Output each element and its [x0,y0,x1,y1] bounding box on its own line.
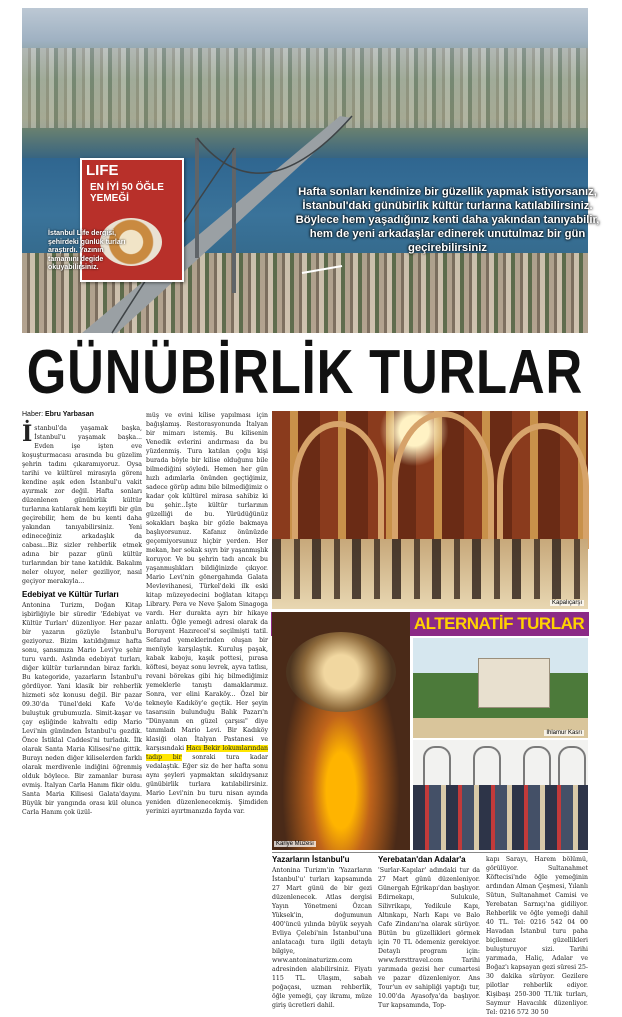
byline [22,411,94,418]
body-text: müş ve evini kilise yapılması için bağışlamış. Restorasyonunda İtalyan bir mimarı istemiş. Bu kilisenin Venedik evlerini andırması da bu yüzdenmiş. Tura katılan çoğu kişi burada böyle bir kilise olduğunu bile bilmediğini söyledi. Hemen her gün hızlı adımlarla önünden geçtiğimiz, sadece görüp adını bile bilmediğimiz o kadar çok kültürel mirasa sahibiz ki bu şehir...İşte kültür turlarının güzelliği de bu. Yürüdüğünüz sokakları başka bir gözle bakmaya başlıyorsunuz. Kafanız önünüzde geçemiyorsunuz hiçbir yerden. Her mekan, her sokak sıyrı bir yaşanmışlık koruyor. Ve bu şehrin tadı ancak bu yaşanmışlıkları bildiğinizde çıkıyor. Mario Levi'nin gönergahında Galata Mevlevihanesi, Türkel'deki ilk eski kitap müzeyedecini boğlatan kitapçı Library. Pera ve Neve Şalom Sinagoga vardı. Her durakta ayrı bir hikaye anlattı. Öğle yemeği adresi olarak da Boruyent Hazırecel'si seçilmişti tatil. Sefarad yemeklerinden oluşan bir menüyle karşılaştık. Kuruluş paşak, kabak kaboju, kaşık pottesi, pırasa köftesi, beyaz sonu levrek, ayva tatlısı, revani börekas gibi hiç bilmediğimiz yemeklerle tanıştı damaklarımız. Sonra, ver elini Karaköy... Özel bir tekneyle Kadıköy'e geçtik. Her şeyin tasarısıin bulunduğu Balık Pazarı'n "Dünyanın en güzel çarşısı" diye tanımladı Mario Levi. Bir Kadıköy klasiği olan İtalyan Pastanesi ve karşısındaki [146,412,268,752]
tour-group-photo [413,740,588,850]
hero-quote: Hafta sonları kendinize bir güzellik yapmak istiyorsanız, İstanbul'daki günübirlik kültür turlarına katılabilirsiniz. Böylece hem yaşadığınız kenti daha yakından tanıyabilir, hem de yeni arkadaşlar edinerek unutulmaz bir gün geçirebilirsiniz [295,186,600,254]
body-text: Antonina Turizm'in 'Yazarların İstanbul'u' turları kapsamında 27 Mart günü de bir gezi düzenlenecek. Atlas dergisi Yayın Yönetmeni Özcan Yüksek'in, doğumunun 400'üncü yılında büyük seyyah Evliya Çelebi'nin İstanbul'una anlatacağı tura ilgili detaylı bilgiye, www.antoninaturizm.com adresinden alabilirsiniz. Fiyatı 115 TL. Ulaşım, sabah poğaçası, uzman rehberlik, öğle yemeği, çay ikramı, müze giriş ücretleri dahil. [272,867,372,1009]
bottom-column-1 [272,855,372,1009]
divider [272,852,588,853]
article-column-1 [22,421,142,996]
intro-text: stanbul'da yaşamak başka, İstanbul'u yaşamak başka... Evden işe işten eve koşuşturmacası arasında bu güzelim şehrin tadını çıkaramıyoruz. Oysa tarihi ve kültürel mirasıyla görenı kendine aşık eden İstanbul'u vakit ayırmak zor değil. Hafta sonları düzenlenen günübirlik kültür turlarına katılarak hem keyifli bir gün geçirebilir, hem de bu kenti daha yakından tanıyabilirsiniz. Yeni edineceğiniz arkadaşlık da cabası...Biz sizler rehberlik etmek adına bir pazar günü kültür turlarından bir tane katıldık. Bakalım neler oluyor, neler geziliyor, nasıl geçiyor merakıyla... [22,425,142,585]
headline: GÜNÜBİRLİK TURLAR [26,338,583,407]
kariye-museum-photo [272,612,410,850]
magazine-headline: EN İYİ 50 ÖĞLE YEMEĞİ [90,182,164,204]
ihlamur-pavilion-photo [413,638,588,738]
section-heading: Yerebatan'dan Adalar'a [378,855,466,864]
section-heading: Edebiyat ve Kültür Turları [22,590,119,599]
photo-caption: Kapalıçarşı [551,600,582,606]
byline-label: Haber: [22,411,44,418]
article-column-2 [146,411,268,996]
body-text: 'Surlar-Kapılar' adındaki tur da 27 Mart günü düzenleniyor. Günergah Eğrikapı'dan başlıyor. Edirnekapı, Sulukule, Silivrikapı, Yedikule Kapı, Altınkapı, Narlı Kapı ve Balo Cafe Zindanı'na olarak sürüyor. Bütün bu güzellikleri görmek için 70 TL ödemeniz gerekiyor. Detaylı program için: www.fersttravel.com Tarihi yarımada gezisi her cumartesi ve pazar düzenleniyor. Ans Tour'un ev sahipliği yaptığı tur, 10.00'da Ayasofya'da başlıyor. Tur kapsamında, Top- [378,867,480,1009]
highlighted-text: Hacı Bekir lokumlarından tadıp bir [146,745,268,761]
section-title: ALTERNATİF TURLAR [413,614,585,633]
photo-caption: Ihlamur Kasrı [546,730,582,736]
magazine-caption: İstanbul Life dergisi, şehirdeki günlük turları araştırdı. Yazının tamamını degide okuyabilirsiniz. [48,230,126,271]
body-text: sonraki tura kadar vedalaştık. Eğer siz de her hafta sonu aynı şeyleri yapmaktan sıkıldıysanız günübirlik turlara katılabilirsiniz. Mario Levi'nin bu turu nisan ayında yeniden düzenlenecekmiş. Şimdiden yerinizi ayırtmanızda fayda var. [146,754,268,815]
section-heading: Yazarların İstanbul'u [272,855,350,864]
photo-caption: Kariye Müzesi [276,841,314,847]
bottom-column-3 [486,855,588,1016]
grand-bazaar-photo [272,411,588,609]
byline-author: Ebru Yarbasan [44,411,94,418]
bottom-column-2 [378,855,480,1009]
bosphorus-bridge-photo [22,8,600,333]
body-text: Antonina Turizm, Doğan Kitap işbirliğiyle bir süredir 'Edebiyat ve Kültür Turları' düzenliyor. Her pazar bir yazarın gözüyle İstanbul'u geziyoruz. Bizim katıldığımız hafta sonu, şansımıza Mario Levi'ye şehir turu vardı. Aslında edebiyat turları, diğer kültür turlarından biraz farklı. Bu kategoride, yazarların İstanbul'u gördüyor. Yani klasik bir rehberlik hizmeti söz konusu değil. Bir pazar 09.30'da Tünel'deki Kafe Vo'de buluştuk grubumuzla. Simit-kaşar ve çay eşliğinde kahvaltı edip Mario Levi'nin gününden İstanbul'u gezdik. Önce İstiklal Caddesi'ni turladık. İlk olarak Santa Maria Kilisesi'ne gittik. Burayı neden diğer kiliselerden farklı olarak merdivenle indiğini öğrenmiş olduk böylece. Bir zamanlar burası evmiş. İtalyan Carla Hanım fikir oldu. Santa Maria Kilisesi Galata'dayını. Büyük bir yangında orası kül olunca Carla Hanım çok üzül- [22,602,142,816]
body-text: kapı Sarayı, Harem bölümü, görülüyor. Sultanahmet Köftecisi'nde öğle yemeğinin ardından Alman Çeşmesi, Yılanlı Sütun, Sultanahmet Camisi ve Yerebatan Sarnıçı'na gidiliyor. Rehberlik ve öğle yemeği dahil 40 TL. Tel: 0216 542 04 00 Havadan İstanbul turu paha biçilemez güzellikleri buluşturuyor sizi. Tarihi yarımada, Haliç, Adalar ve Boğaz'ı kapsayan gezi süresi 25-30 dakika sürüyor. Gezilere pilotlar rehberlik ediyor. Kişibaşı 250-300 TL'lik turları, Saymur Havacılık düzenliyor. Tel: 0216 572 30 50 [486,856,588,1016]
drop-cap: İ [22,421,33,447]
magazine-logo: LIFE [86,162,119,179]
